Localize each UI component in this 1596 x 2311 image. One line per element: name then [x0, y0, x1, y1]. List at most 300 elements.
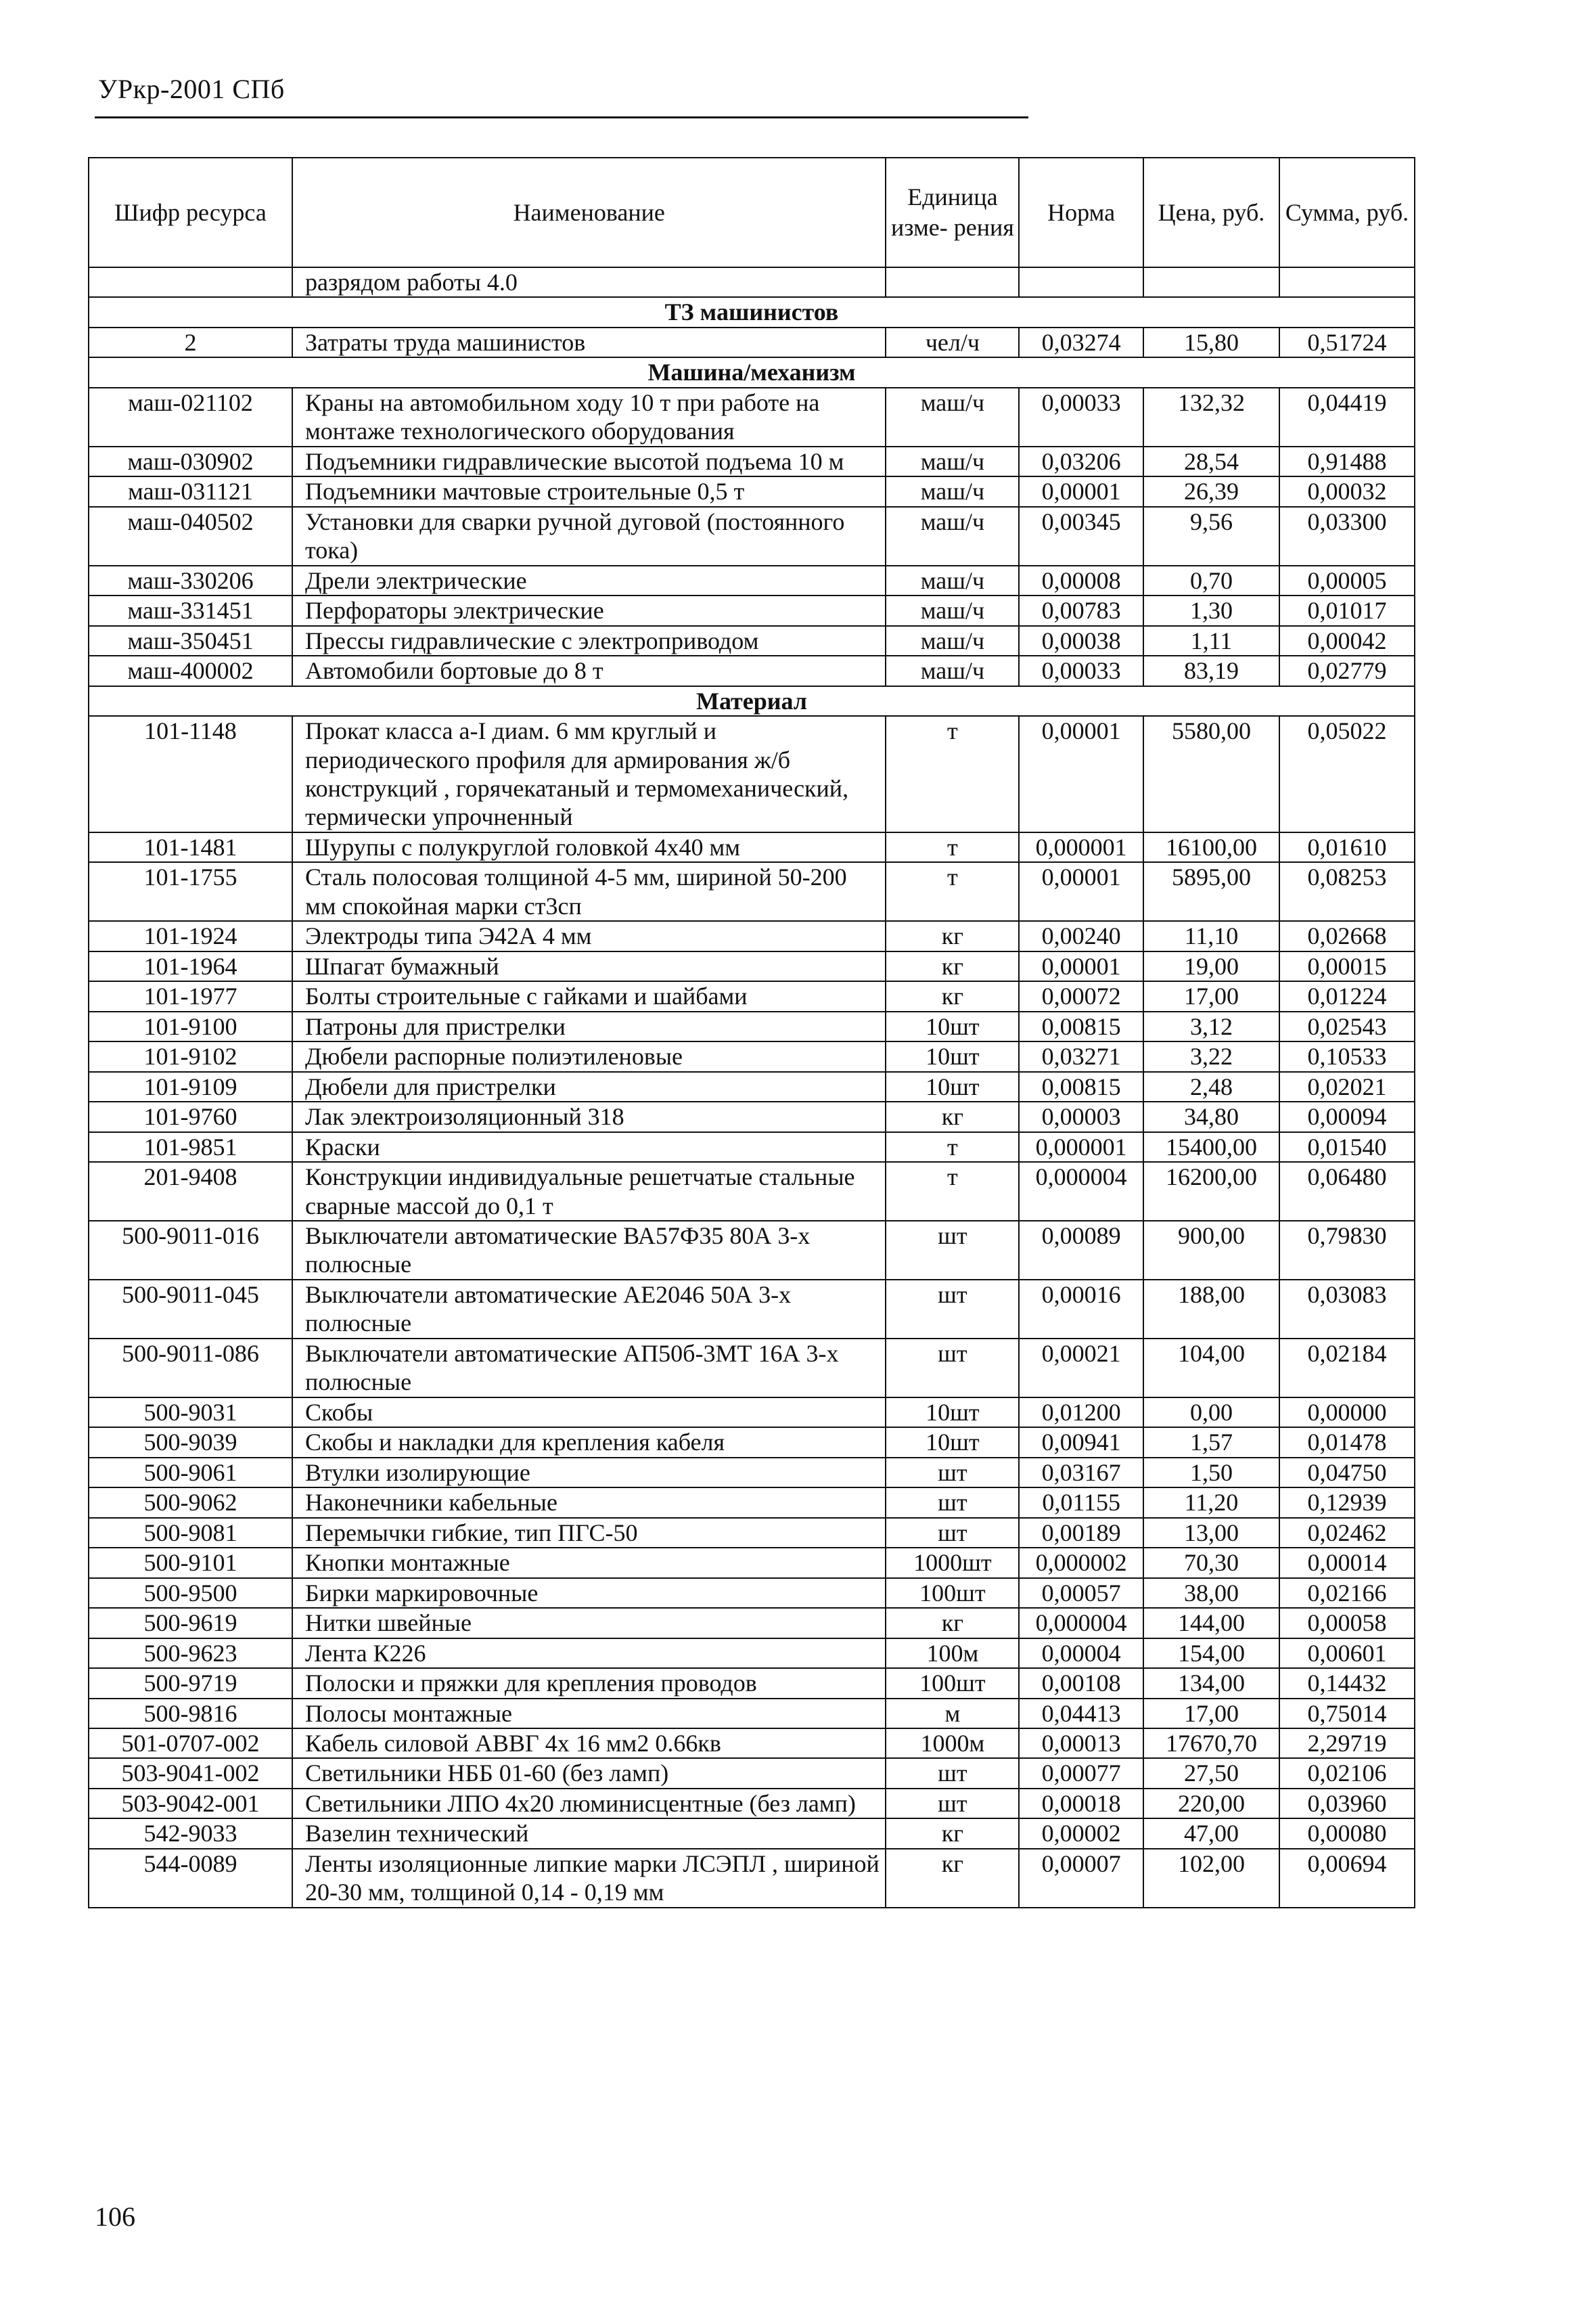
cell-unit: 10шт: [886, 1012, 1019, 1041]
cell-price: 3,12: [1143, 1012, 1279, 1041]
cell-code: [89, 267, 292, 297]
cell-unit: 1000шт: [886, 1548, 1019, 1577]
cell-price: 1,30: [1143, 596, 1279, 625]
cell-price: 5580,00: [1143, 716, 1279, 832]
cell-code: 101-9102: [89, 1041, 292, 1071]
table-header-row: [89, 158, 1415, 267]
cell-sum: 0,04419: [1279, 388, 1415, 447]
cell-unit: кг: [886, 921, 1019, 951]
cell-unit: маш/ч: [886, 566, 1019, 596]
cell-code: 500-9816: [89, 1699, 292, 1728]
cell-price: 34,80: [1143, 1102, 1279, 1131]
cell-norm: 0,00001: [1019, 951, 1143, 981]
column-header-unit: Единица изме- рения: [886, 158, 1019, 267]
cell-unit: 10шт: [886, 1397, 1019, 1427]
cell-price: 1,50: [1143, 1458, 1279, 1487]
cell-sum: 0,00058: [1279, 1608, 1415, 1638]
table-row: [89, 1789, 1415, 1818]
cell-sum: 0,79830: [1279, 1221, 1415, 1280]
cell-price: 900,00: [1143, 1221, 1279, 1280]
cell-norm: 0,000004: [1019, 1608, 1143, 1638]
cell-norm: 0,00007: [1019, 1849, 1143, 1908]
cell-norm: 0,00008: [1019, 566, 1143, 596]
cell-name: Скобы: [292, 1397, 886, 1427]
cell-code: 500-9031: [89, 1397, 292, 1427]
cell-unit: маш/ч: [886, 447, 1019, 476]
cell-code: маш-040502: [89, 507, 292, 566]
cell-code: 500-9011-086: [89, 1339, 292, 1397]
cell-norm: 0,03167: [1019, 1458, 1143, 1487]
cell-sum: 0,03083: [1279, 1280, 1415, 1339]
cell-code: 101-1755: [89, 862, 292, 921]
cell-name: Конструкции индивидуальные решетчатые стальные сварные массой до 0,1 т: [292, 1162, 886, 1221]
cell-code: 542-9033: [89, 1818, 292, 1848]
cell-code: 500-9061: [89, 1458, 292, 1487]
cell-name: Прокат класса а-I диам. 6 мм круглый и периодического профиля для армирования ж/б конструкций , горячекатаный и термомеханический, термически упрочненный: [292, 716, 886, 832]
cell-price: 220,00: [1143, 1789, 1279, 1818]
cell-price: 188,00: [1143, 1280, 1279, 1339]
cell-norm: 0,00815: [1019, 1072, 1143, 1102]
table-row: [89, 1548, 1415, 1577]
cell-name: Полоски и пряжки для крепления проводов: [292, 1668, 886, 1698]
table-row: [89, 656, 1415, 686]
cell-norm: 0,00108: [1019, 1668, 1143, 1698]
cell-unit: т: [886, 832, 1019, 862]
cell-sum: 0,10533: [1279, 1041, 1415, 1071]
cell-price: 104,00: [1143, 1339, 1279, 1397]
cell-sum: 0,01478: [1279, 1427, 1415, 1457]
cell-norm: 0,00001: [1019, 716, 1143, 832]
page-number: 106: [95, 2201, 135, 2232]
cell-sum: 0,05022: [1279, 716, 1415, 832]
table-row: [89, 626, 1415, 656]
cell-unit: шт: [886, 1518, 1019, 1548]
cell-price: 26,39: [1143, 476, 1279, 506]
cell-unit: маш/ч: [886, 507, 1019, 566]
cell-price: 17,00: [1143, 1699, 1279, 1728]
cell-sum: 0,00601: [1279, 1638, 1415, 1668]
cell-unit: т: [886, 1162, 1019, 1221]
cell-code: 503-9041-002: [89, 1758, 292, 1788]
cell-sum: 0,00080: [1279, 1818, 1415, 1848]
cell-code: 500-9619: [89, 1608, 292, 1638]
table-row: [89, 832, 1415, 862]
table-row: [89, 1427, 1415, 1457]
cell-norm: 0,00941: [1019, 1427, 1143, 1457]
cell-sum: 0,01224: [1279, 981, 1415, 1011]
cell-name: Светильники ЛПО 4х20 люминисцентные (без ламп): [292, 1789, 886, 1818]
cell-sum: 0,91488: [1279, 447, 1415, 476]
cell-norm: 0,00013: [1019, 1728, 1143, 1758]
cell-name: Скобы и накладки для крепления кабеля: [292, 1427, 886, 1457]
column-header-price: Цена, руб.: [1143, 158, 1279, 267]
table-row: [89, 1397, 1415, 1427]
cell-name: Ленты изоляционные липкие марки ЛСЭПЛ , шириной 20-30 мм, толщиной 0,14 - 0,19 мм: [292, 1849, 886, 1908]
cell-price: 3,22: [1143, 1041, 1279, 1071]
cell-code: 101-1964: [89, 951, 292, 981]
cell-code: маш-350451: [89, 626, 292, 656]
cell-code: маш-330206: [89, 566, 292, 596]
cell-code: 101-9109: [89, 1072, 292, 1102]
cell-unit: чел/ч: [886, 328, 1019, 357]
table-row: [89, 1132, 1415, 1162]
cell-norm: 0,00815: [1019, 1012, 1143, 1041]
cell-name: Лак электроизоляционный 318: [292, 1102, 886, 1131]
cell-name: Дюбели для пристрелки: [292, 1072, 886, 1102]
cell-sum: 0,02779: [1279, 656, 1415, 686]
table-row: [89, 1072, 1415, 1102]
cell-norm: 0,01155: [1019, 1487, 1143, 1517]
cell-norm: 0,00001: [1019, 862, 1143, 921]
cell-price: 11,20: [1143, 1487, 1279, 1517]
cell-code: 101-1977: [89, 981, 292, 1011]
cell-price: 11,10: [1143, 921, 1279, 951]
column-header-name: Наименование: [292, 158, 886, 267]
cell-name: Выключатели автоматические ВА57Ф35 80А 3-х полюсные: [292, 1221, 886, 1280]
cell-unit: м: [886, 1699, 1019, 1728]
cell-price: 83,19: [1143, 656, 1279, 686]
table-row: [89, 1339, 1415, 1397]
cell-price: 17670,70: [1143, 1728, 1279, 1758]
table-row: [89, 1012, 1415, 1041]
cell-price: 28,54: [1143, 447, 1279, 476]
cell-unit: т: [886, 1132, 1019, 1162]
cell-norm: 0,00783: [1019, 596, 1143, 625]
cell-norm: 0,00033: [1019, 388, 1143, 447]
cell-code: 500-9081: [89, 1518, 292, 1548]
table-row: [89, 981, 1415, 1011]
cell-code: 500-9623: [89, 1638, 292, 1668]
cell-norm: 0,04413: [1019, 1699, 1143, 1728]
cell-unit: кг: [886, 981, 1019, 1011]
cell-price: 16100,00: [1143, 832, 1279, 862]
cell-unit: кг: [886, 1102, 1019, 1131]
header-divider: [95, 116, 1028, 118]
cell-price: 154,00: [1143, 1638, 1279, 1668]
cell-code: 101-1924: [89, 921, 292, 951]
cell-code: 500-9062: [89, 1487, 292, 1517]
cell-name: Выключатели автоматические АП50б-3МТ 16А 3-х полюсные: [292, 1339, 886, 1397]
cell-price: 134,00: [1143, 1668, 1279, 1698]
cell-code: 500-9500: [89, 1578, 292, 1608]
table-row: [89, 1758, 1415, 1788]
cell-price: 5895,00: [1143, 862, 1279, 921]
cell-unit: шт: [886, 1221, 1019, 1280]
table-row: [89, 1162, 1415, 1221]
cell-code: маш-031121: [89, 476, 292, 506]
cell-norm: 0,00003: [1019, 1102, 1143, 1131]
cell-name: Краны на автомобильном ходу 10 т при работе на монтаже технологического оборудования: [292, 388, 886, 447]
section-row: [89, 297, 1415, 327]
cell-sum: 0,01610: [1279, 832, 1415, 862]
cell-norm: 0,00021: [1019, 1339, 1143, 1397]
cell-code: маш-030902: [89, 447, 292, 476]
cell-code: 500-9011-016: [89, 1221, 292, 1280]
cell-name: Затраты труда машинистов: [292, 328, 886, 357]
cell-unit: т: [886, 862, 1019, 921]
cell-norm: 0,00002: [1019, 1818, 1143, 1848]
column-header-norm: Норма: [1019, 158, 1143, 267]
cell-sum: 0,51724: [1279, 328, 1415, 357]
table-row: [89, 1728, 1415, 1758]
cell-unit: маш/ч: [886, 476, 1019, 506]
cell-norm: 0,000004: [1019, 1162, 1143, 1221]
cell-sum: 0,02021: [1279, 1072, 1415, 1102]
table-row: [89, 1458, 1415, 1487]
cell-norm: 0,00016: [1019, 1280, 1143, 1339]
cell-sum: 0,00015: [1279, 951, 1415, 981]
cell-price: 1,57: [1143, 1427, 1279, 1457]
cell-code: 2: [89, 328, 292, 357]
cell-code: 101-9760: [89, 1102, 292, 1131]
cell-sum: 0,00000: [1279, 1397, 1415, 1427]
table-row: [89, 1638, 1415, 1668]
cell-unit: т: [886, 716, 1019, 832]
cell-price: [1143, 267, 1279, 297]
cell-name: Болты строительные с гайками и шайбами: [292, 981, 886, 1011]
cell-price: 27,50: [1143, 1758, 1279, 1788]
cell-name: Вазелин технический: [292, 1818, 886, 1848]
table-row: [89, 1699, 1415, 1728]
cell-sum: 2,29719: [1279, 1728, 1415, 1758]
cell-norm: 0,00189: [1019, 1518, 1143, 1548]
cell-unit: 100шт: [886, 1578, 1019, 1608]
cell-code: 101-1481: [89, 832, 292, 862]
table-row: [89, 1608, 1415, 1638]
cell-norm: 0,00240: [1019, 921, 1143, 951]
cell-price: 17,00: [1143, 981, 1279, 1011]
cell-sum: 0,00042: [1279, 626, 1415, 656]
cell-sum: 0,03300: [1279, 507, 1415, 566]
cell-norm: 0,03274: [1019, 328, 1143, 357]
cell-price: 47,00: [1143, 1818, 1279, 1848]
table-row: [89, 507, 1415, 566]
section-title: Материал: [89, 686, 1415, 716]
cell-sum: 0,00694: [1279, 1849, 1415, 1908]
cell-name: разрядом работы 4.0: [292, 267, 886, 297]
cell-name: Установки для сварки ручной дуговой (постоянного тока): [292, 507, 886, 566]
cell-norm: 0,03271: [1019, 1041, 1143, 1071]
table-row: [89, 1102, 1415, 1131]
cell-code: 501-0707-002: [89, 1728, 292, 1758]
cell-unit: маш/ч: [886, 388, 1019, 447]
cell-sum: 0,06480: [1279, 1162, 1415, 1221]
cell-sum: 0,02166: [1279, 1578, 1415, 1608]
table-row: [89, 1041, 1415, 1071]
cell-sum: 0,02462: [1279, 1518, 1415, 1548]
table-row: [89, 388, 1415, 447]
cell-unit: маш/ч: [886, 596, 1019, 625]
cell-norm: 0,00001: [1019, 476, 1143, 506]
cell-unit: 100шт: [886, 1668, 1019, 1698]
cell-code: 101-9851: [89, 1132, 292, 1162]
cell-unit: кг: [886, 1818, 1019, 1848]
cell-unit: шт: [886, 1339, 1019, 1397]
cell-name: Кабель силовой АВВГ 4х 16 мм2 0.66кв: [292, 1728, 886, 1758]
cell-name: Патроны для пристрелки: [292, 1012, 886, 1041]
cell-unit: шт: [886, 1758, 1019, 1788]
cell-name: Лента К226: [292, 1638, 886, 1668]
table-row: [89, 1668, 1415, 1698]
cell-price: 15,80: [1143, 328, 1279, 357]
cell-code: маш-331451: [89, 596, 292, 625]
table-row: [89, 1578, 1415, 1608]
cell-name: Электроды типа Э42А 4 мм: [292, 921, 886, 951]
cell-norm: 0,03206: [1019, 447, 1143, 476]
cell-norm: 0,00072: [1019, 981, 1143, 1011]
table-body: [89, 267, 1415, 1908]
cell-name: Светильники НББ 01-60 (без ламп): [292, 1758, 886, 1788]
cell-price: 38,00: [1143, 1578, 1279, 1608]
cell-unit: кг: [886, 951, 1019, 981]
cell-sum: 0,08253: [1279, 862, 1415, 921]
cell-norm: 0,00089: [1019, 1221, 1143, 1280]
cell-name: Перфораторы электрические: [292, 596, 886, 625]
cell-code: 500-9011-045: [89, 1280, 292, 1339]
cell-unit: 10шт: [886, 1427, 1019, 1457]
table-row: [89, 328, 1415, 357]
cell-name: Подъемники гидравлические высотой подъема 10 м: [292, 447, 886, 476]
section-row: [89, 686, 1415, 716]
cell-price: 132,32: [1143, 388, 1279, 447]
cell-name: Кнопки монтажные: [292, 1548, 886, 1577]
cell-code: 101-9100: [89, 1012, 292, 1041]
cell-code: 500-9719: [89, 1668, 292, 1698]
cell-unit: шт: [886, 1458, 1019, 1487]
table-row: [89, 447, 1415, 476]
cell-name: Наконечники кабельные: [292, 1487, 886, 1517]
cell-unit: шт: [886, 1487, 1019, 1517]
cell-unit: 10шт: [886, 1072, 1019, 1102]
cell-unit: маш/ч: [886, 626, 1019, 656]
cell-price: 15400,00: [1143, 1132, 1279, 1162]
cell-code: 544-0089: [89, 1849, 292, 1908]
cell-price: 102,00: [1143, 1849, 1279, 1908]
cell-norm: 0,00038: [1019, 626, 1143, 656]
cell-price: 70,30: [1143, 1548, 1279, 1577]
section-title: Машина/механизм: [89, 357, 1415, 387]
cell-unit: маш/ч: [886, 656, 1019, 686]
cell-name: Выключатели автоматические АЕ2046 50А 3-х полюсные: [292, 1280, 886, 1339]
cell-unit: кг: [886, 1849, 1019, 1908]
table-row: [89, 1518, 1415, 1548]
section-title: ТЗ машинистов: [89, 297, 1415, 327]
table-row: [89, 476, 1415, 506]
cell-sum: 0,00005: [1279, 566, 1415, 596]
cell-price: 16200,00: [1143, 1162, 1279, 1221]
cell-unit: 1000м: [886, 1728, 1019, 1758]
cell-sum: 0,01540: [1279, 1132, 1415, 1162]
cell-code: 101-1148: [89, 716, 292, 832]
cell-name: Прессы гидравлические с электроприводом: [292, 626, 886, 656]
cell-price: 2,48: [1143, 1072, 1279, 1102]
table-row: [89, 1487, 1415, 1517]
cell-norm: 0,00004: [1019, 1638, 1143, 1668]
cell-price: 1,11: [1143, 626, 1279, 656]
cell-name: Нитки швейные: [292, 1608, 886, 1638]
table-row: [89, 921, 1415, 951]
cell-sum: 0,14432: [1279, 1668, 1415, 1698]
cell-unit: кг: [886, 1608, 1019, 1638]
cell-name: Бирки маркировочные: [292, 1578, 886, 1608]
cell-name: Втулки изолирующие: [292, 1458, 886, 1487]
cell-norm: 0,00077: [1019, 1758, 1143, 1788]
cell-unit: 10шт: [886, 1041, 1019, 1071]
cell-name: Шпагат бумажный: [292, 951, 886, 981]
document-code: УРкр-2001 СПб: [98, 74, 285, 104]
cell-code: маш-021102: [89, 388, 292, 447]
column-header-sum: Сумма, руб.: [1279, 158, 1415, 267]
cell-name: Краски: [292, 1132, 886, 1162]
cell-sum: 0,02106: [1279, 1758, 1415, 1788]
table-row: [89, 951, 1415, 981]
cell-unit: шт: [886, 1280, 1019, 1339]
table-row: [89, 716, 1415, 832]
column-header-code: Шифр ресурса: [89, 158, 292, 267]
cell-sum: 0,12939: [1279, 1487, 1415, 1517]
cell-sum: 0,02184: [1279, 1339, 1415, 1397]
cell-name: Дюбели распорные полиэтиленовые: [292, 1041, 886, 1071]
cell-sum: 0,00032: [1279, 476, 1415, 506]
cell-norm: 0,00057: [1019, 1578, 1143, 1608]
table-row: [89, 596, 1415, 625]
table-row: [89, 1280, 1415, 1339]
cell-sum: [1279, 267, 1415, 297]
table-row: [89, 1849, 1415, 1908]
cell-sum: 0,03960: [1279, 1789, 1415, 1818]
cell-unit: шт: [886, 1789, 1019, 1818]
section-row: [89, 357, 1415, 387]
cell-sum: 0,04750: [1279, 1458, 1415, 1487]
cell-code: 503-9042-001: [89, 1789, 292, 1818]
cell-code: 500-9101: [89, 1548, 292, 1577]
cell-name: Автомобили бортовые до 8 т: [292, 656, 886, 686]
cell-code: 201-9408: [89, 1162, 292, 1221]
cell-norm: [1019, 267, 1143, 297]
cell-norm: 0,000001: [1019, 1132, 1143, 1162]
cell-sum: 0,02543: [1279, 1012, 1415, 1041]
cell-name: Сталь полосовая толщиной 4-5 мм, шириной 50-200 мм спокойная марки ст3сп: [292, 862, 886, 921]
resource-table: [88, 157, 1415, 1908]
cell-norm: 0,000001: [1019, 832, 1143, 862]
cell-name: Шурупы с полукруглой головкой 4х40 мм: [292, 832, 886, 862]
cell-sum: 0,01017: [1279, 596, 1415, 625]
cell-norm: 0,01200: [1019, 1397, 1143, 1427]
table-row: [89, 566, 1415, 596]
cell-name: Подъемники мачтовые строительные 0,5 т: [292, 476, 886, 506]
cell-name: Полосы монтажные: [292, 1699, 886, 1728]
cell-sum: 0,00094: [1279, 1102, 1415, 1131]
cell-code: 500-9039: [89, 1427, 292, 1457]
cell-price: 13,00: [1143, 1518, 1279, 1548]
cell-price: 0,70: [1143, 566, 1279, 596]
cell-norm: 0,00033: [1019, 656, 1143, 686]
cell-norm: 0,00018: [1019, 1789, 1143, 1818]
cell-norm: 0,000002: [1019, 1548, 1143, 1577]
table-row: [89, 1221, 1415, 1280]
cell-price: 9,56: [1143, 507, 1279, 566]
table-row: [89, 1818, 1415, 1848]
cell-sum: 0,75014: [1279, 1699, 1415, 1728]
cell-price: 144,00: [1143, 1608, 1279, 1638]
cell-sum: 0,00014: [1279, 1548, 1415, 1577]
cell-price: 19,00: [1143, 951, 1279, 981]
cell-name: Дрели электрические: [292, 566, 886, 596]
cell-unit: 100м: [886, 1638, 1019, 1668]
cell-name: Перемычки гибкие, тип ПГС-50: [292, 1518, 886, 1548]
cell-sum: 0,02668: [1279, 921, 1415, 951]
cell-code: маш-400002: [89, 656, 292, 686]
